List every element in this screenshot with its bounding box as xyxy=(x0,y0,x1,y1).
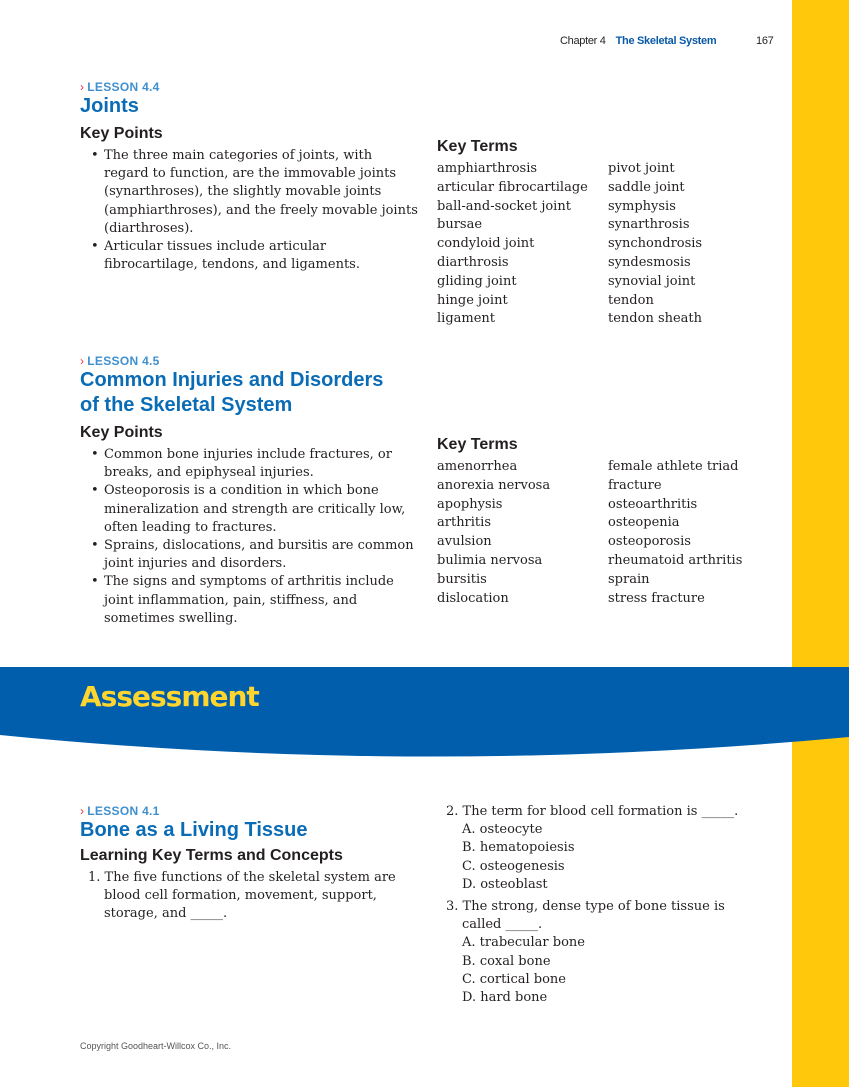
chevron-right-icon: › xyxy=(80,804,85,818)
running-header xyxy=(560,35,774,47)
key-point: • Articular tissues include articular fibrocartilage, tendons, and ligaments. xyxy=(80,238,420,274)
key-term: synchondrosis xyxy=(608,236,703,252)
key-term: syndesmosis xyxy=(608,254,691,270)
key-point: • Common bone injuries include fractures, or breaks, and epiphyseal injuries. xyxy=(80,446,420,482)
key-points-list xyxy=(80,147,420,274)
section-heading: Learning Key Terms and Concepts xyxy=(80,847,343,864)
answer-option: D. hard bone xyxy=(462,990,548,1006)
question-3: 3. The strong, dense type of bone tissue is called _____. xyxy=(446,899,725,933)
key-term: osteoporosis xyxy=(608,534,691,550)
key-term: saddle joint xyxy=(608,179,685,195)
lesson-label: › LESSON 4.5 xyxy=(80,354,160,368)
key-term: dislocation xyxy=(437,590,509,606)
answer-option: C. osteogenesis xyxy=(462,858,565,874)
key-term: anorexia nervosa xyxy=(437,477,551,493)
answer-option: C. cortical bone xyxy=(462,971,566,987)
key-term: ligament xyxy=(437,311,496,327)
answer-option: D. osteoblast xyxy=(462,876,548,892)
chapter-title: The Skeletal System xyxy=(615,35,717,47)
key-term: gliding joint xyxy=(437,273,517,289)
key-term: bursitis xyxy=(437,571,487,587)
lesson-4-5-key-points xyxy=(80,354,420,628)
key-term: amphiarthrosis xyxy=(437,161,538,176)
key-term: synarthrosis xyxy=(608,217,690,233)
answer-option: B. hematopoiesis xyxy=(462,840,575,856)
key-term: stress fracture xyxy=(608,590,705,606)
key-point: • Osteoporosis is a condition in which bone mineralization and strength are critically low, often leading to fractures. xyxy=(80,482,420,537)
key-point: • Sprains, dislocations, and bursitis are common joint injuries and disorders. xyxy=(80,537,420,573)
key-term: tendon xyxy=(608,292,654,308)
key-term: osteoarthritis xyxy=(608,496,698,512)
key-term: sprain xyxy=(608,571,650,587)
key-term: ball-and-socket joint xyxy=(437,198,571,214)
key-term: female athlete triad xyxy=(608,459,739,474)
key-term: amenorrhea xyxy=(437,459,518,474)
answer-option: A. osteocyte xyxy=(462,822,543,838)
key-term: synovial joint xyxy=(608,273,696,289)
key-terms-heading: Key Terms xyxy=(437,436,518,453)
lesson-4-4-key-terms xyxy=(437,132,758,329)
key-points-heading: Key Points xyxy=(80,424,163,441)
lesson-label: › LESSON 4.1 xyxy=(80,804,160,818)
key-terms-grid xyxy=(437,458,758,608)
key-term: condyloid joint xyxy=(437,236,535,252)
key-term: articular fibrocartilage xyxy=(437,179,588,195)
answer-option: B. coxal bone xyxy=(462,953,551,969)
key-terms-heading: Key Terms xyxy=(437,138,518,155)
key-points-heading: Key Points xyxy=(80,125,163,142)
key-point: • The signs and symptoms of arthritis include joint inflammation, pain, stiffness, and sometimes swelling. xyxy=(80,573,420,628)
copyright: Copyright Goodheart-Willcox Co., Inc. xyxy=(80,1041,232,1051)
lesson-4-4-key-points xyxy=(80,80,420,274)
key-term: rheumatoid arthritis xyxy=(608,552,743,568)
lesson-4-5-key-terms xyxy=(437,430,758,608)
page-number: 167 xyxy=(756,35,774,47)
key-term: fracture xyxy=(608,477,662,493)
question-2: 2. The term for blood cell formation is _____. xyxy=(446,804,739,819)
lesson-label: › LESSON 4.4 xyxy=(80,80,160,94)
answer-option: A. trabecular bone xyxy=(462,935,585,951)
key-terms-grid xyxy=(437,160,758,329)
key-term: bulimia nervosa xyxy=(437,552,543,568)
chevron-right-icon: › xyxy=(80,80,85,94)
question-3-options xyxy=(438,934,758,1007)
key-term: tendon sheath xyxy=(608,311,703,327)
key-term: diarthrosis xyxy=(437,254,509,270)
question-1: 1. The five functions of the skeletal system are blood cell formation, movement, support, storage, and _____. xyxy=(88,870,396,922)
lesson-title: Joints xyxy=(80,95,139,117)
key-term: pivot joint xyxy=(608,161,675,176)
key-points-list xyxy=(80,446,420,628)
lesson-title: Bone as a Living Tissue xyxy=(80,819,308,841)
assessment-left-column xyxy=(80,804,420,924)
key-term: symphysis xyxy=(608,198,676,214)
key-term: apophysis xyxy=(437,496,503,512)
question-2-options xyxy=(438,821,758,894)
key-term: bursae xyxy=(437,217,483,233)
assessment-title: Assessment xyxy=(80,680,259,713)
key-term: arthritis xyxy=(437,515,491,531)
key-term: osteopenia xyxy=(608,515,680,531)
lesson-title-line1: Common Injuries and Disorders xyxy=(80,369,384,391)
assessment-right-column xyxy=(438,803,758,1007)
chapter-label: Chapter 4 xyxy=(560,35,606,47)
key-point: • The three main categories of joints, with regard to function, are the immovable joints (synarthroses), the slightly movable joints (amphiarthroses), and the freely movable joints (diarthroses). xyxy=(80,147,420,238)
key-term: hinge joint xyxy=(437,292,508,308)
yellow-margin-bar xyxy=(792,0,849,1087)
chevron-right-icon: › xyxy=(80,354,85,368)
key-term: avulsion xyxy=(437,534,492,550)
lesson-title-line2: of the Skeletal System xyxy=(80,394,293,416)
